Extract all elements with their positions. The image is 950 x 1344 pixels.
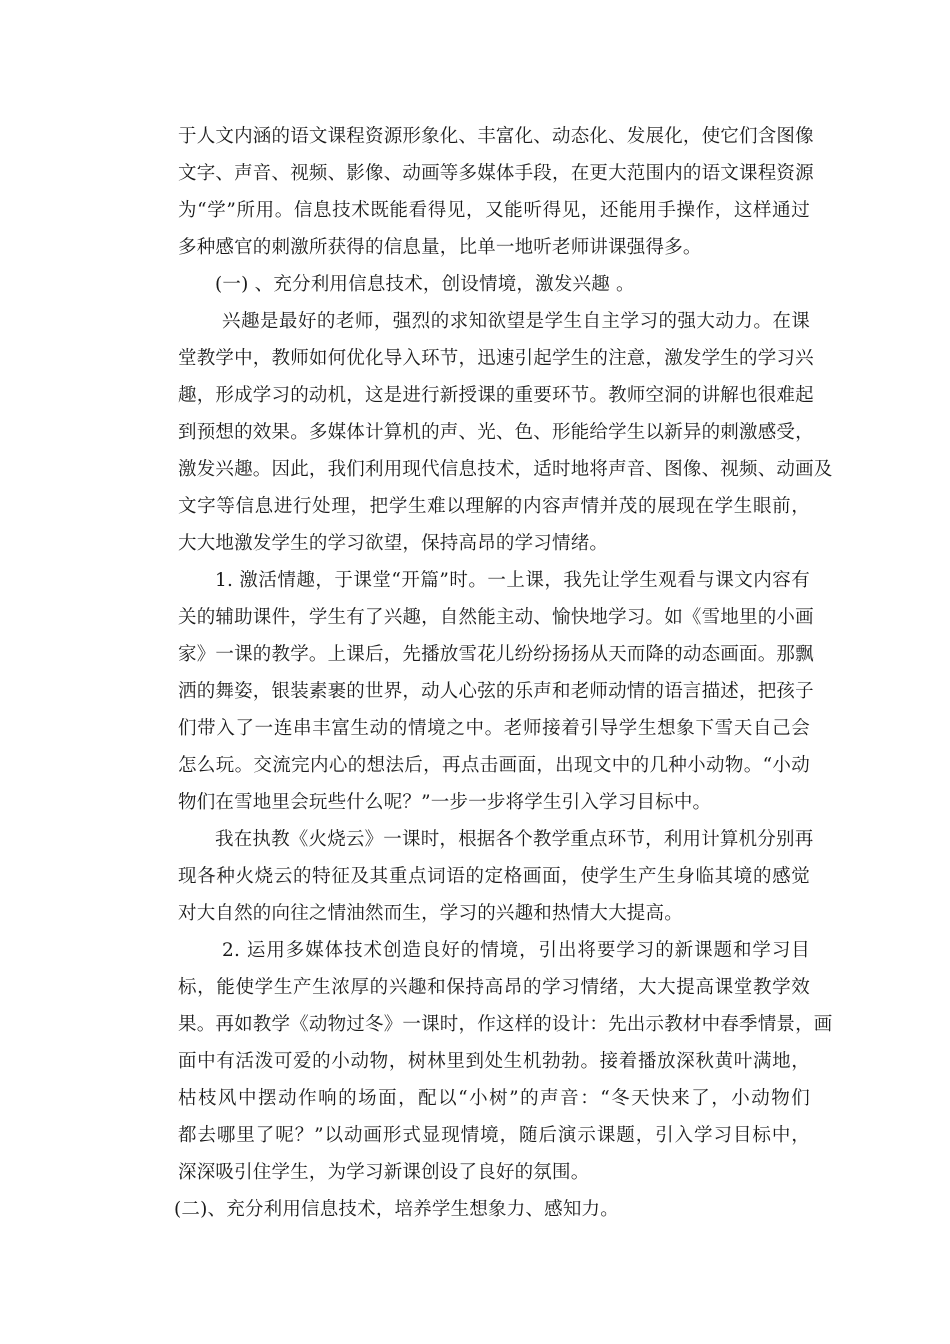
text-line: 兴趣是最好的老师，强烈的求知欲望是学生自主学习的强大动力。在课 xyxy=(222,311,810,332)
text-line: 们带入了一连串丰富生动的情境之中。老师接着引导学生想象下雪天自己会 xyxy=(178,718,810,739)
section-heading-2: (二)、充分利用信息技术，培养学生想象力、感知力。 xyxy=(174,1199,619,1220)
text-line: 激发兴趣。因此，我们利用现代信息技术，适时地将声音、图像、视频、动画及 xyxy=(178,459,833,480)
text-line: 大大地激发学生的学习欲望，保持高昂的学习情绪。 xyxy=(178,533,609,554)
text-line: 为“学”所用。信息技术既能看得见，又能听得见，还能用手操作，这样通过 xyxy=(178,200,810,221)
text-line: 对大自然的向往之情油然而生，学习的兴趣和热情大大提高。 xyxy=(178,903,683,924)
text-line: 都去哪里了呢？”以动画形式显现情境，随后演示课题，引入学习目标中， xyxy=(178,1125,810,1146)
text-line: 面中有活泼可爱的小动物，树林里到处生机勃勃。接着播放深秋黄叶满地， xyxy=(178,1051,810,1072)
text-line: 现各种火烧云的特征及其重点词语的定格画面，使学生产生身临其境的感觉 xyxy=(178,866,810,887)
text-line: 家》一课的教学。上课后，先播放雪花儿纷纷扬扬从天而降的动态画面。那飘 xyxy=(178,644,814,665)
text-line: 文字等信息进行处理，把学生难以理解的内容声情并茂的展现在学生眼前， xyxy=(178,496,810,517)
text-line: 枯枝风中摆动作响的场面，配以“小树”的声音：“冬天快来了，小动物们 xyxy=(178,1088,810,1109)
text-line: 1. 激活情趣，于课堂“开篇”时。一上课，我先让学生观看与课文内容有 xyxy=(215,570,810,591)
text-line: 趣，形成学习的动机，这是进行新授课的重要环节。教师空洞的讲解也很难起 xyxy=(178,385,814,406)
text-line: 2. 运用多媒体技术创造良好的情境，引出将要学习的新课题和学习目 xyxy=(222,940,810,961)
text-line: 关的辅助课件，学生有了兴趣，自然能主动、愉快地学习。如《雪地里的小画 xyxy=(178,607,814,628)
text-line: 洒的舞姿，银装素裹的世界，动人心弦的乐声和老师动情的语言描述，把孩子 xyxy=(178,681,814,702)
text-line: 多种感官的刺激所获得的信息量，比单一地听老师讲课强得多。 xyxy=(178,237,702,258)
text-line: 到预想的效果。多媒体计算机的声、光、色、形能给学生以新异的刺激感受， xyxy=(178,422,814,443)
text-line: 果。再如教学《动物过冬》一课时，作这样的设计：先出示教材中春季情景，画 xyxy=(178,1014,833,1035)
text-line: 于人文内涵的语文课程资源形象化、丰富化、动态化、发展化，使它们含图像 xyxy=(178,126,814,147)
text-line: 深深吸引住学生，为学习新课创设了良好的氛围。 xyxy=(178,1162,590,1183)
text-line: 文字、声音、视频、影像、动画等多媒体手段，在更大范围内的语文课程资源 xyxy=(178,163,814,184)
text-line: 怎么玩。交流完内心的想法后，再点击画面，出现文中的几种小动物。“小动 xyxy=(178,755,810,776)
text-line: 物们在雪地里会玩些什么呢？”一步一步将学生引入学习目标中。 xyxy=(178,792,712,813)
text-line: 标，能使学生产生浓厚的兴趣和保持高昂的学习情绪，大大提高课堂教学效 xyxy=(178,977,810,998)
text-line: 我在执教《火烧云》一课时，根据各个教学重点环节，利用计算机分别再 xyxy=(215,829,814,850)
document-body xyxy=(174,118,833,1228)
section-heading-1: (一) 、充分利用信息技术，创设情境，激发兴趣 。 xyxy=(215,274,635,295)
text-line: 堂教学中，教师如何优化导入环节，迅速引起学生的注意，激发学生的学习兴 xyxy=(178,348,814,369)
